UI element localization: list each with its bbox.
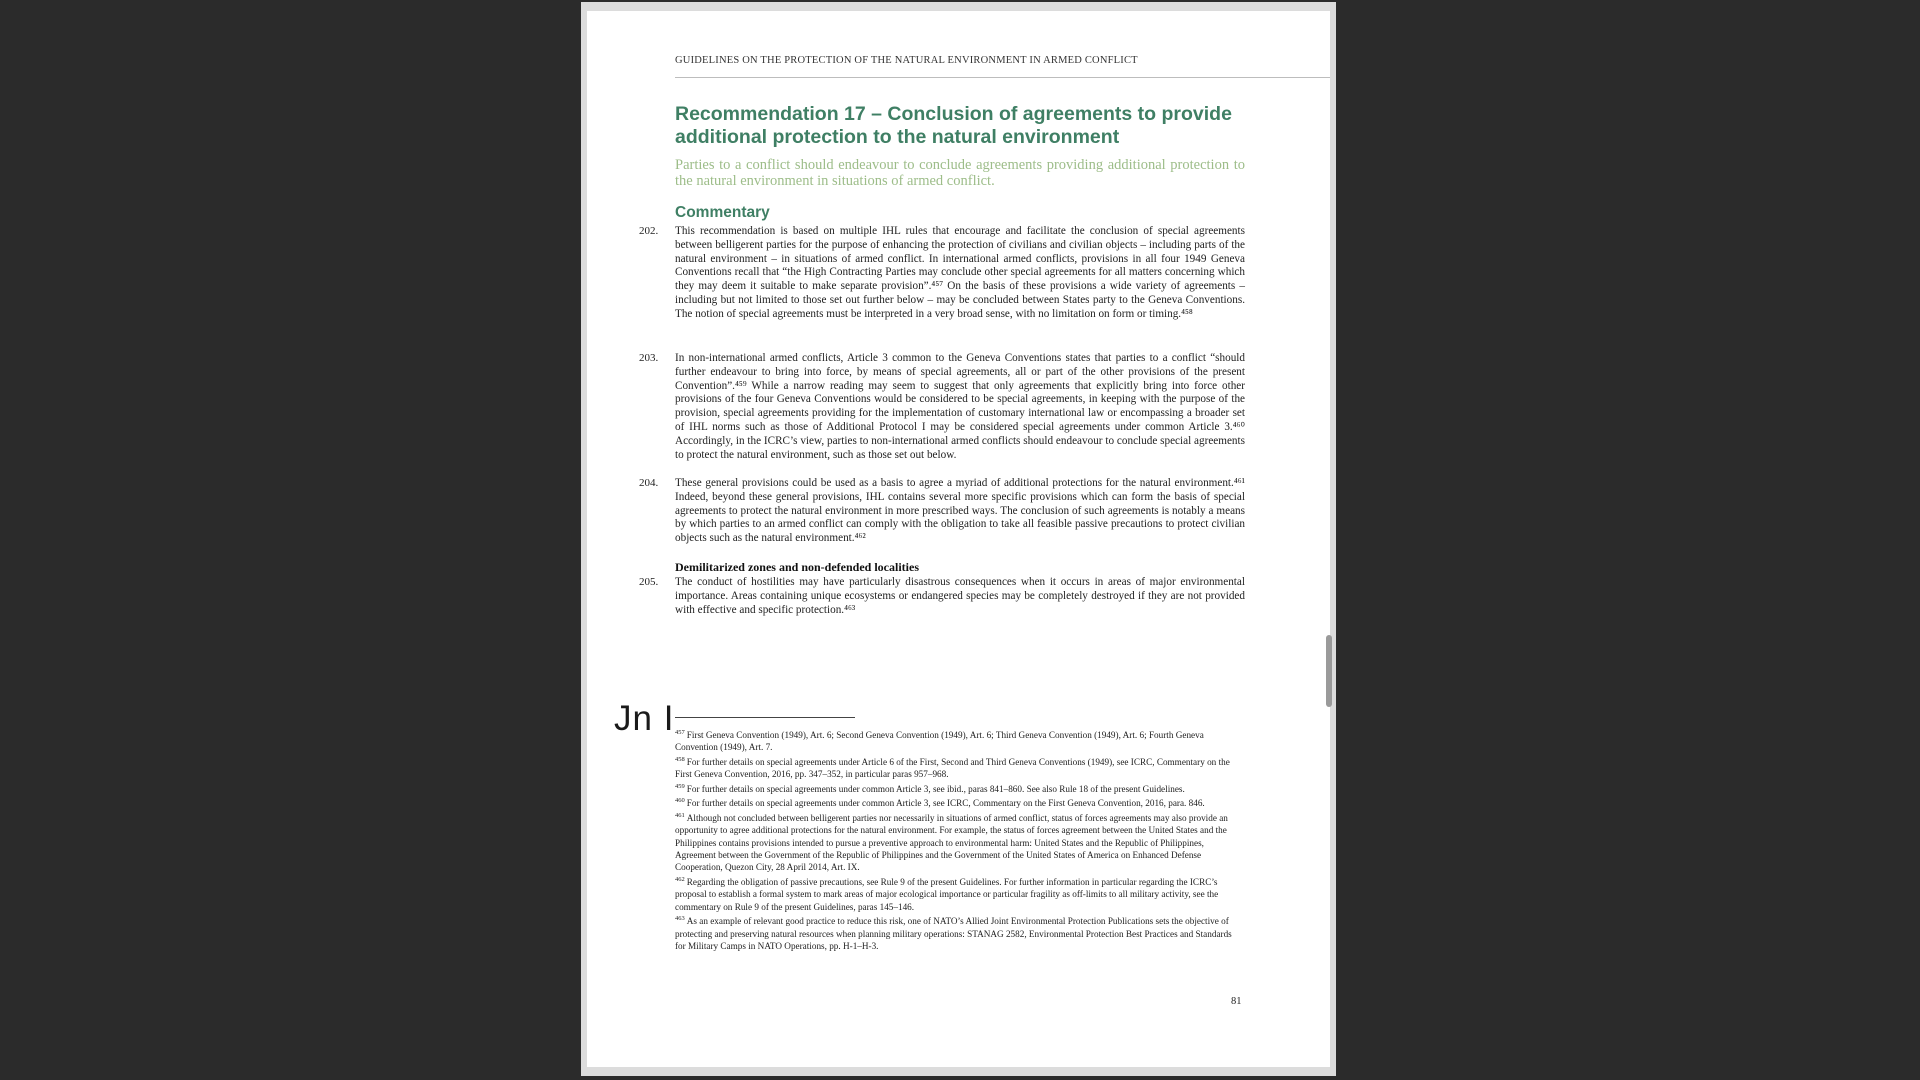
paragraph-text: The conduct of hostilities may have particularly disastrous consequences when it occurs in areas of major environmental importance. Areas containing unique ecosystems or endangered species may be completely destroyed if they are not provided with effective and specific protection.⁴⁶³	[675, 576, 1245, 616]
document-viewer	[581, 2, 1336, 1076]
section-heading: Demilitarized zones and non-defended localities	[675, 560, 919, 574]
footnote: $^{462}$ Regarding the obligation of passive precautions, see Rule 9 of the present Guidelines. For further information in particular regarding the ICRC’s proposal to establish a formal system to mark areas of major ecological importance or particular fragility as off-limits to all military activity, see the commentary on Rule 9 of the present Guidelines, paras 145–146.	[675, 875, 1219, 912]
overlay-mark: Jn I	[614, 699, 675, 738]
paragraph-202	[639, 225, 1245, 322]
scrollbar-thumb[interactable]	[1326, 635, 1332, 707]
footnote: $^{459}$ For further details on special agreements under common Article 3, see ibid., paras 841–860. See also Rule 18 of the present Guidelines.	[675, 782, 1185, 794]
paragraph-number: 203.	[639, 352, 659, 364]
document-page	[587, 11, 1330, 1067]
page-number: 81	[1231, 996, 1242, 1007]
paragraph-number: 204.	[639, 477, 659, 489]
paragraph-205	[639, 576, 1245, 617]
footnote: $^{463}$ As an example of relevant good practice to reduce this risk, one of NATO’s Allied Joint Environmental Protection Publications sets the objective of protecting and preserving natural resources when planning military operations: STANAG 2582, Environmental Protection Best Practices and Standards for Military Camps in NATO Operations, pp. H-1–H-3.	[675, 915, 1232, 951]
footnote: $^{457}$ First Geneva Convention (1949), Art. 6; Second Geneva Convention (1949), Art. 6; Third Geneva Convention (1949), Art. 6; Fourth Geneva Convention (1949), Art. 7.	[675, 729, 1204, 753]
paragraph-text: In non-international armed conflicts, Article 3 common to the Geneva Conventions states that parties to a conflict “should further endeavour to bring into force, by means of special agreements, all or part of the other provisions of the present Convention”.⁴⁵⁹ While a narrow reading may seem to suggest that only agreements that explicitly bring into force other provisions of the four Geneva Conventions would be considered to be special agreements, in keeping with the purpose of the provision, special agreements providing for the implementation of customary international law or encompassing a broader set of IHL norms such as those of Additional Protocol I may be considered special agreements under common Article 3.⁴⁶⁰ Accordingly, in the ICRC’s view, parties to non-international armed conflicts should endeavour to conclude special agreements to protect the natural environment, such as those set out below.	[675, 352, 1245, 461]
commentary-heading: Commentary	[675, 204, 770, 221]
recommendation-title: Recommendation 17 – Conclusion of agreements to provide additional protection to the natural environment	[675, 103, 1232, 148]
paragraph-number: 202.	[639, 225, 659, 237]
paragraph-203	[639, 352, 1245, 462]
running-header: GUIDELINES ON THE PROTECTION OF THE NATURAL ENVIRONMENT IN ARMED CONFLICT	[675, 55, 1138, 66]
header-rule	[675, 77, 1330, 78]
paragraph-text: This recommendation is based on multiple IHL rules that encourage and facilitate the conclusion of special agreements between belligerent parties for the purpose of enhancing the protection of civilians and civilian objects – including parts of the natural environment – in situations of armed conflict. In international armed conflicts, provisions in all four 1949 Geneva Conventions recall that “the High Contracting Parties may conclude other special agreements for all matters concerning which they may deem it suitable to make separate provision”.⁴⁵⁷ On the basis of these provisions a wide variety of agreements – including but not limited to those set out further below – may be concluded between States party to the Geneva Conventions. The notion of special agreements must be interpreted in a very broad sense, with no limitation on form or timing.⁴⁵⁸	[675, 225, 1245, 320]
footnotes	[675, 727, 1240, 952]
paragraph-204	[639, 477, 1245, 546]
footnote: $^{458}$ For further details on special agreements under Article 6 of the First, Second and Third Geneva Conventions (1949), see ICRC, Commentary on the First Geneva Convention, 2016, pp. 347–352, in particular paras 957–968.	[675, 755, 1230, 780]
paragraph-text: These general provisions could be used as a basis to agree a myriad of additional protections for the natural environment.⁴⁶¹ Indeed, beyond these general provisions, IHL contains several more specific provisions which can form the basis of special agreements to protect the natural environment in more prescribed ways. The conclusion of such agreements is notably a means by which parties to an armed conflict can comply with the obligation to take all feasible passive precautions to protect civilian objects such as the natural environment.⁴⁶²	[675, 477, 1245, 545]
paragraph-number: 205.	[639, 576, 659, 588]
footnote: $^{461}$ Although not concluded between belligerent parties nor necessarily in situations of armed conflict, status of forces agreements may also provide an opportunity to agree additional protections for the natural environment. For example, the status of forces agreement between the United States and the Philippines contains provisions intended to pursue a preventive approach to environmental harm: United States and the Republic of Philippines, Agreement between the Government of the Republic of Philippines and the Government of the United States of America on Enhanced Defense Cooperation, Quezon City, 28 April 2014, Art. IX.	[675, 811, 1228, 873]
recommendation-text: Parties to a conflict should endeavour to conclude agreements providing additional protection to the natural environment in situations of armed conflict.	[675, 157, 1245, 189]
footnote: $^{460}$ For further details on special agreements under common Article 3, see ICRC, Commentary on the First Geneva Convention, 2016, para. 846.	[675, 797, 1205, 809]
footnote-rule	[675, 717, 855, 718]
